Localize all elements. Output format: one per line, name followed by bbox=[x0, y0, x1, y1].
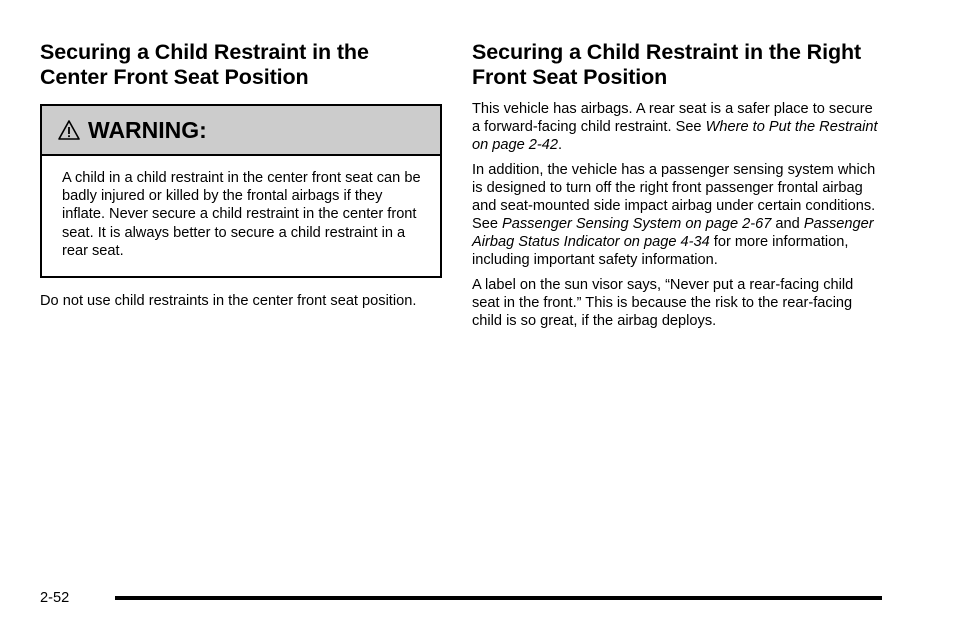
warning-box bbox=[40, 104, 442, 278]
reference-where-to-put-restraint: Where to Put the Restraint on page 2-42 bbox=[472, 119, 878, 153]
airbag-paragraph bbox=[472, 100, 882, 154]
center-seat-paragraph: Do not use child restraints in the center front seat position. bbox=[40, 293, 417, 310]
section-heading-right-seat: Securing a Child Restraint in the Right Front Seat Position bbox=[472, 40, 862, 89]
warning-title: WARNING: bbox=[88, 116, 207, 143]
reference-passenger-sensing-system: Passenger Sensing System on page 2-67 bbox=[502, 216, 772, 232]
right-column bbox=[472, 40, 882, 330]
sun-visor-paragraph: A label on the sun visor says, “Never put a rear-facing child seat in the front.” This is because the risk to the rear-facing child is so great, if the airbag deploys. bbox=[472, 277, 854, 329]
passenger-sensing-text-2: and bbox=[771, 216, 804, 232]
passenger-sensing-paragraph bbox=[472, 161, 882, 269]
page-number: 2-52 bbox=[40, 590, 70, 606]
section-heading-center-seat: Securing a Child Restraint in the Center Front Seat Position bbox=[40, 40, 369, 89]
passenger-sensing-text-3: for more information, including important safety information. bbox=[472, 234, 849, 268]
airbag-paragraph-text: This vehicle has airbags. A rear seat is a safer place to secure a forward-facing child restraint. See bbox=[472, 101, 873, 135]
reference-passenger-airbag-status: Passenger Airbag Status Indicator on page 4-34 bbox=[472, 216, 874, 250]
passenger-sensing-text-1: In addition, the vehicle has a passenger sensing system which is designed to turn off the right front passenger frontal airbag and seat-mounted side impact airbag under certain conditions. See bbox=[472, 162, 876, 232]
left-column bbox=[40, 40, 442, 310]
warning-triangle-icon bbox=[58, 119, 80, 141]
airbag-paragraph-end: . bbox=[558, 137, 563, 153]
warning-header bbox=[42, 106, 440, 156]
warning-text: A child in a child restraint in the center front seat can be badly injured or killed by the frontal airbags if they inflate. Never secure a child restraint in the center front seat. It is always better to secure a child restraint in a rear seat. bbox=[62, 170, 421, 259]
footer-rule bbox=[115, 596, 882, 600]
